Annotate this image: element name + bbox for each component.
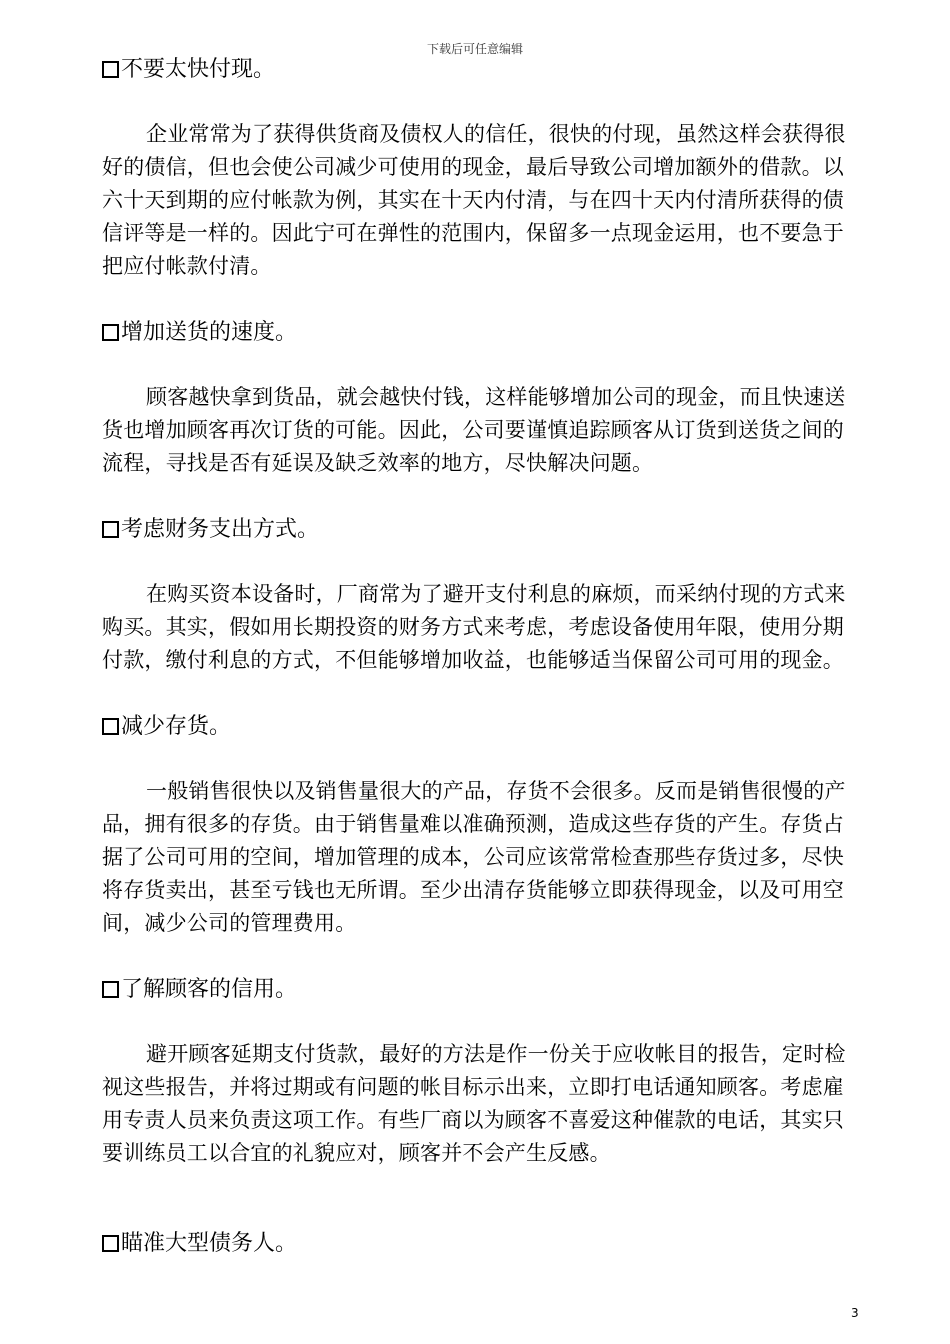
section-heading bbox=[102, 711, 852, 743]
checkbox-bullet-icon bbox=[102, 1235, 119, 1252]
section-heading-text: 增加送货的速度。 bbox=[121, 320, 298, 345]
section-heading-text: 考虑财务支出方式。 bbox=[121, 517, 320, 542]
checkbox-bullet-icon bbox=[102, 324, 119, 341]
section-paragraph: 企业常常为了获得供货商及债权人的信任，很快的付现，虽然这样会获得很好的债信，但也会使公司减少可使用的现金，最后导致公司增加额外的借款。以六十天到期的应付帐款为例，其实在十天内付清，与在四十天内付清所获得的债信评等是一样的。因此宁可在弹性的范围内，保留多一点现金运用，也不要急于把应付帐款付清。 bbox=[102, 122, 846, 278]
section-heading-text: 了解顾客的信用。 bbox=[121, 977, 298, 1002]
section-paragraph: 顾客越快拿到货品，就会越快付钱，这样能够增加公司的现金，而且快速送货也增加顾客再次订货的可能。因此，公司要谨慎追踪顾客从订货到送货之间的流程，寻找是否有延误及缺乏效率的地方，尽快解决问题。 bbox=[102, 385, 846, 475]
section-heading bbox=[102, 974, 852, 1006]
page-number: 3 bbox=[851, 1306, 859, 1320]
section-paragraph: 一般销售很快以及销售量很大的产品，存货不会很多。反而是销售很慢的产品，拥有很多的存货。由于销售量难以准确预测，造成这些存货的产生。存货占据了公司可用的空间，增加管理的成本，公司应该常常检查那些存货过多，尽快将存货卖出，甚至亏钱也无所谓。至少出清存货能够立即获得现金，以及可用空间，减少公司的管理费用。 bbox=[102, 779, 846, 935]
section-heading bbox=[102, 1228, 852, 1260]
section-paragraph: 在购买资本设备时，厂商常为了避开支付利息的麻烦，而采纳付现的方式来购买。其实，假如用长期投资的财务方式来考虑，考虑设备使用年限，使用分期付款，缴付利息的方式，不但能够增加收益，也能够适当保留公司可用的现金。 bbox=[102, 582, 846, 672]
header-watermark: 下载后可任意编辑 bbox=[426, 42, 523, 56]
section-heading-text: 减少存货。 bbox=[121, 714, 232, 739]
checkbox-bullet-icon bbox=[102, 61, 119, 78]
section-heading bbox=[102, 54, 852, 86]
checkbox-bullet-icon bbox=[102, 981, 119, 998]
section-heading bbox=[102, 514, 852, 546]
section-heading-text: 瞄准大型债务人。 bbox=[121, 1231, 298, 1256]
checkbox-bullet-icon bbox=[102, 521, 119, 538]
section-heading-text: 不要太快付现。 bbox=[121, 57, 276, 82]
section-heading bbox=[102, 317, 852, 349]
section-paragraph: 避开顾客延期支付货款，最好的方法是作一份关于应收帐目的报告，定时检视这些报告，并将过期或有问题的帐目标示出来，立即打电话通知顾客。考虑雇用专责人员来负责这项工作。有些厂商以为顾客不喜爱这种催款的电话，其实只要训练员工以合宜的礼貌应对，顾客并不会产生反感。 bbox=[102, 1042, 846, 1165]
checkbox-bullet-icon bbox=[102, 718, 119, 735]
document-body bbox=[102, 54, 852, 1260]
